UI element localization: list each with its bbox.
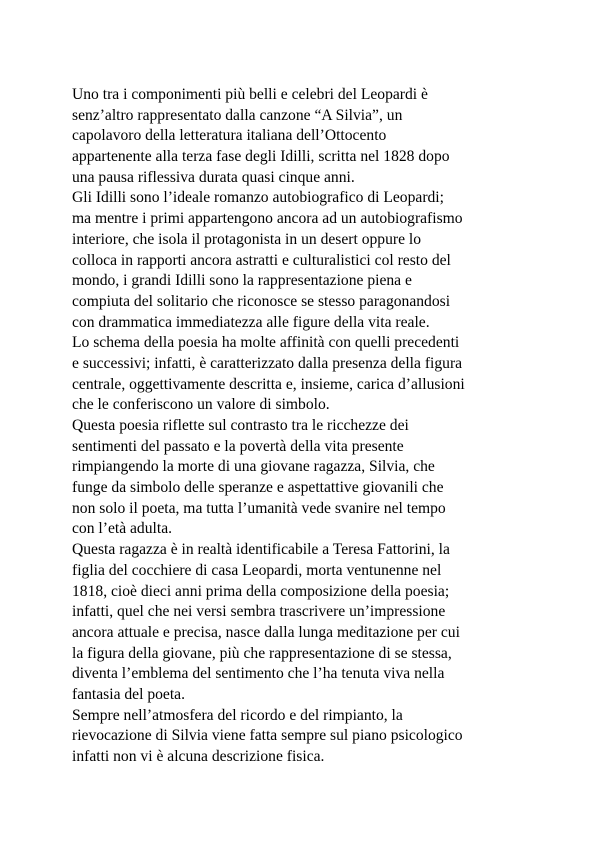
text-line: funge da simbolo delle speranze e aspettattive giovanili che — [72, 479, 444, 497]
body-text — [72, 85, 542, 768]
text-line: Uno tra i componimenti più belli e celebri del Leopardi è — [72, 86, 428, 103]
text-line: senz’altro rappresentato dalla canzone “A Silvia”, un — [72, 106, 403, 124]
text-line: la figura della giovane, più che rappresentazione di se stessa, — [72, 644, 452, 662]
text-line: Questa ragazza è in realtà identificabile a Teresa Fattorini, la — [72, 541, 450, 559]
text-line: mondo, i grandi Idilli sono la rappresentazione piena e — [72, 272, 412, 290]
text-line: con drammatica immediatezza alle figure della vita reale. — [72, 313, 430, 331]
text-line: ancora attuale e precisa, nasce dalla lunga meditazione per cui — [72, 623, 460, 641]
text-line: Sempre nell’atmosfera del ricordo e del rimpianto, la — [72, 706, 403, 724]
text-line: 1818, cioè dieci anni prima della composizione della poesia; — [72, 582, 450, 600]
text-line: centrale, oggettivamente descritta e, insieme, carica d’allusioni — [72, 375, 465, 393]
text-line: interiore, che isola il protagonista in un desert oppure lo — [72, 230, 422, 248]
text-line: fantasia del poeta. — [72, 685, 186, 703]
text-line: sentimenti del passato e la povertà della vita presente — [72, 437, 404, 455]
text-line: rievocazione di Silvia viene fatta sempre sul piano psicologico — [72, 727, 463, 745]
text-line: Lo schema della poesia ha molte affinità con quelli precedenti — [72, 334, 460, 352]
text-line: Questa poesia riflette sul contrasto tra le ricchezze dei — [72, 417, 409, 434]
text-line: rimpiangendo la morte di una giovane ragazza, Silvia, che — [72, 458, 435, 476]
text-line: che le conferiscono un valore di simbolo. — [72, 396, 330, 414]
text-line: Gli Idilli sono l’ideale romanzo autobiografico di Leopardi; — [72, 189, 444, 207]
text-line: colloca in rapporti ancora astratti e culturalistici col resto del — [72, 251, 451, 269]
text-line: infatti, quel che nei versi sembra trascrivere un’impressione — [72, 603, 446, 621]
text-line: diventa l’emblema del sentimento che l’ha tenuta viva nella — [72, 665, 445, 683]
text-line: con l’età adulta. — [72, 520, 173, 538]
text-line: appartenente alla terza fase degli Idilli, scritta nel 1828 dopo — [72, 148, 450, 166]
text-line: ma mentre i primi appartengono ancora ad un autobiografismo — [72, 210, 463, 228]
text-line: compiuta del solitario che riconosce se stesso paragonandosi — [72, 292, 451, 310]
text-line: figlia del cocchiere di casa Leopardi, morta ventunenne nel — [72, 561, 442, 579]
text-line: e successivi; infatti, è caratterizzato dalla presenza della figura — [72, 354, 463, 372]
text-line: infatti non vi è alcuna descrizione fisica. — [72, 748, 325, 765]
text-line: una pausa riflessiva durata quasi cinque anni. — [72, 168, 355, 186]
text-line: capolavoro della letteratura italiana dell’Ottocento — [72, 127, 387, 145]
text-line: non solo il poeta, ma tutta l’umanità vede svanire nel tempo — [72, 499, 446, 517]
